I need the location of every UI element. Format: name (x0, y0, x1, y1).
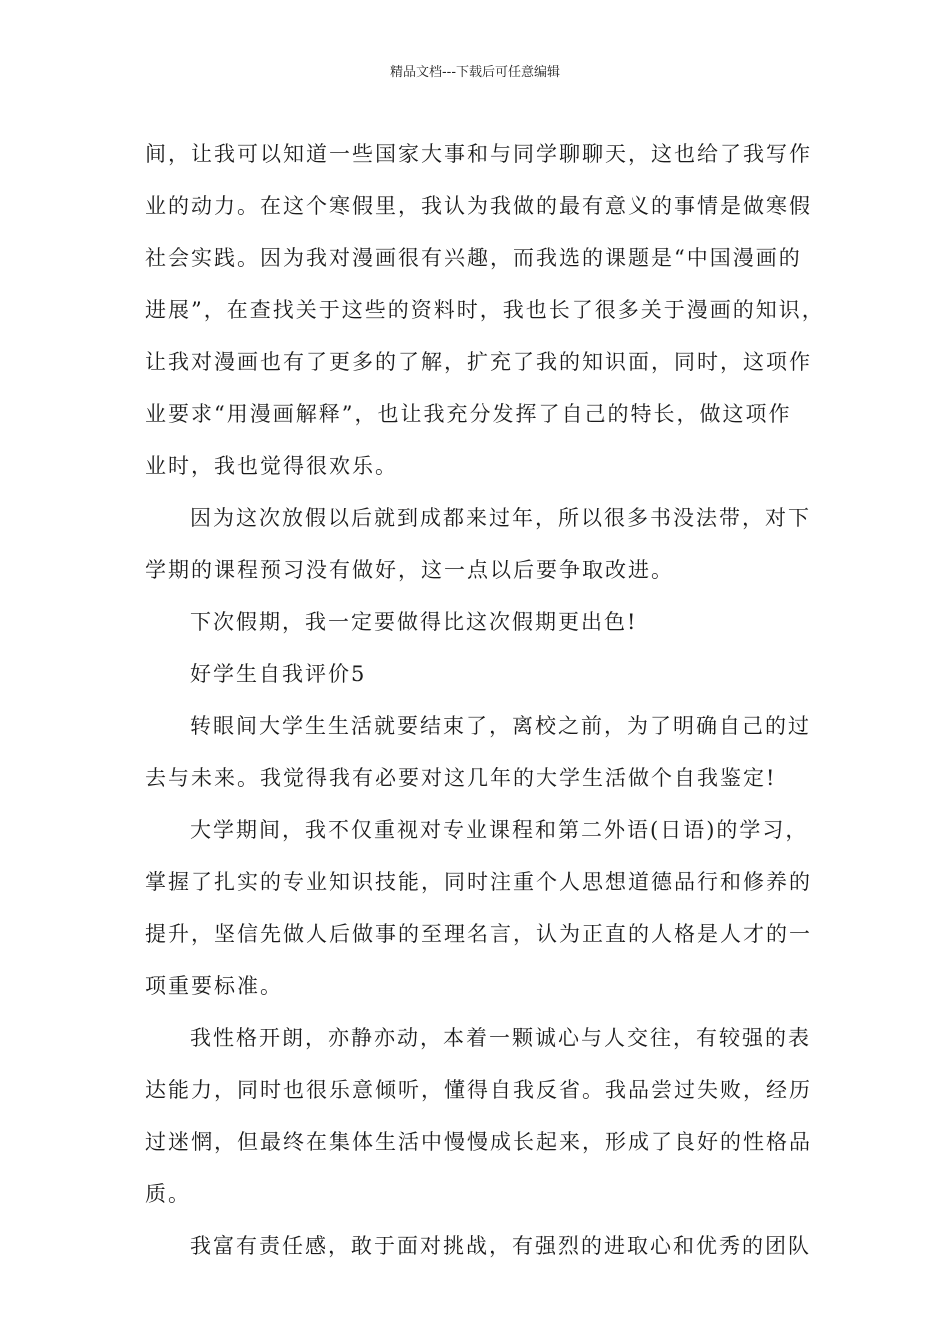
text-line: 我性格开朗，亦静亦动，本着一颗诚心与人交往，有较强的表 (190, 1026, 811, 1050)
text-line: 因为这次放假以后就到成都来过年，所以很多书没法带，对下 (190, 506, 811, 530)
text-line: 下次假期，我一定要做得比这次假期更出色! (190, 610, 638, 634)
text-line: 业要求“用漫画解释”，也让我充分发挥了自己的特长，做这项作 (145, 402, 792, 426)
text-line: 去与未来。我觉得我有必要对这几年的大学生活做个自我鉴定! (145, 766, 777, 790)
text-line: 提升，坚信先做人后做事的至理名言，认为正直的人格是人才的一 (145, 922, 812, 946)
page-header: 精品文档---下载后可任意编辑 (389, 65, 561, 80)
text-line: 转眼间大学生生活就要结束了，离校之前，为了明确自己的过 (190, 714, 811, 738)
text-line: 过迷惘，但最终在集体生活中慢慢成长起来，形成了良好的性格品 (145, 1130, 812, 1154)
text-line: 业的动力。在这个寒假里，我认为我做的最有意义的事情是做寒假 (145, 194, 812, 218)
text-line: 让我对漫画也有了更多的了解，扩充了我的知识面，同时，这项作 (145, 350, 812, 374)
text-line: 社会实践。因为我对漫画很有兴趣，而我选的课题是“中国漫画的 (145, 246, 802, 270)
text-line: 大学期间，我不仅重视对专业课程和第二外语(日语)的学习， (190, 818, 809, 842)
text-line: 进展”，在查找关于这些的资料时，我也长了很多关于漫画的知识， (145, 298, 825, 322)
text-line: 达能力，同时也很乐意倾听，懂得自我反省。我品尝过失败，经历 (145, 1078, 812, 1102)
text-line: 我富有责任感，敢于面对挑战，有强烈的进取心和优秀的团队 (190, 1234, 811, 1258)
text-line: 学期的课程预习没有做好，这一点以后要争取改进。 (145, 558, 674, 582)
text-line: 掌握了扎实的专业知识技能，同时注重个人思想道德品行和修养的 (145, 870, 812, 894)
text-line: 业时，我也觉得很欢乐。 (145, 454, 398, 478)
text-line: 项重要标准。 (145, 974, 283, 998)
document-body (145, 128, 825, 1272)
section-heading: 好学生自我评价5 (190, 662, 367, 686)
text-line: 间，让我可以知道一些国家大事和与同学聊聊天，这也给了我写作 (145, 142, 812, 166)
text-line: 质。 (145, 1182, 191, 1206)
